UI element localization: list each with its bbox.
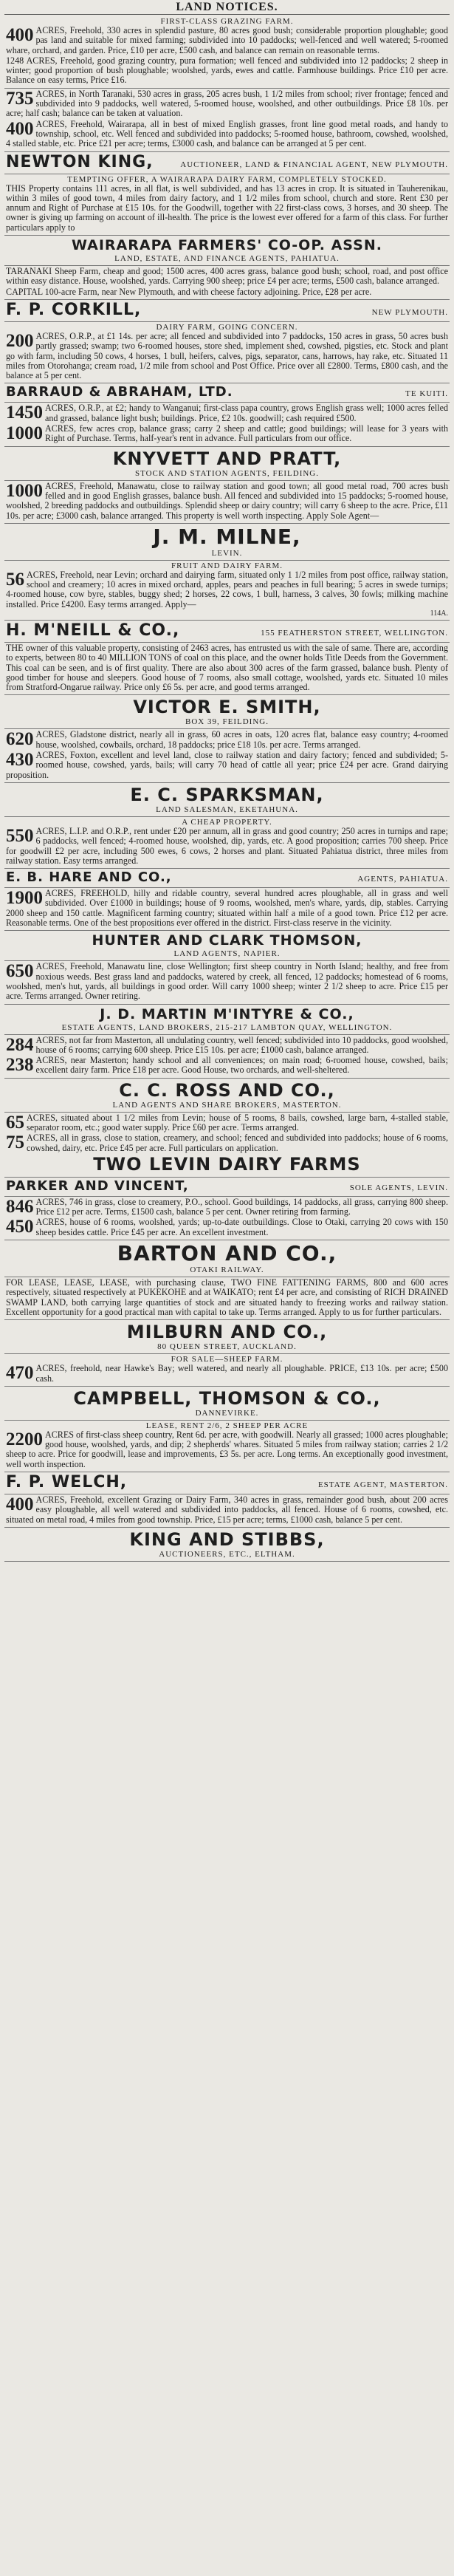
listing-block <box>4 561 450 621</box>
listing-body: ACRES of first-class sheep country, Rent 6d. per acre, with goodwill. Nearly all grassed; 1000 acres ploughable; good house, woolshed, yards, and dip; 2 shepherds' whares. Situated 5 miles from railway station; carries 2 1/2 sheep to acre. Price for goodwill, lease and improvements, £3 5s. per acre. Long terms. An exceptionally good investment, well worth inspection. <box>6 1429 448 1469</box>
acreage-figure: 735 <box>6 88 34 109</box>
listing-block <box>4 961 450 1004</box>
listing-block <box>4 1421 450 1472</box>
listing-body: ACRES, FREEHOLD, hilly and ridable country, several hundred acres ploughable, all in grass and well subdivided. Over £1000 in buildings; house of 9 rooms, woolshed, men's whare, yards, dip, stables. Carrying 2000 sheep and 150 cattle. Magnificent farming country; situated within half a mile of a good town. Price £12 per acre. Reasonable terms. One of the best propositions ever offered in the district. First-class reserve in the vicinity. <box>6 888 448 929</box>
listing-text <box>6 403 448 423</box>
listing-text <box>6 267 448 287</box>
listing-block <box>4 1079 450 1113</box>
listing-text <box>6 1430 448 1469</box>
acreage-figure: 200 <box>6 330 34 351</box>
agent-signature <box>6 153 448 171</box>
agent-location: TE KUITI. <box>405 389 448 399</box>
listing-body: ACRES, Freehold, 330 acres in splendid pasture, 80 acres good bush; considerable proportion ploughable; good pas land and suitable for mixed farming; subdivided into 10 paddocks; well-fenced and well watered; 5-roomed whare, orchard, and garden. Price, £10 per acre, £500 cash, and balance can remain on reasonable terms. <box>6 25 448 55</box>
acreage-figure: 400 <box>6 118 34 139</box>
listing-body: ACRES, few acres crop, balance grass; carry 2 sheep and cattle; good buildings; will lease for 3 years with Right of Purchase. Terms, half-year's rent in advance. Full particulars from our office. <box>45 423 448 444</box>
agent-address: LEVIN. <box>211 548 243 558</box>
listing-body: THIS Property contains 111 acres, in all flat, is well subdivided, and has 13 acres in crop. It is situated in Tauherenikau, within 3 miles of good town, 4 miles from dairy factory, and 1 1/2 miles from school, church and store. Rent £30 per annum and Right of Purchase at £15 10s. for the Goodwill, together with 22 first-class cows, 3 horses, and 30 sheep. The owner is giving up farming on account of ill-health. The price is the lowest ever offered for a farm of this class. For further particulars apply to <box>6 182 448 233</box>
listing-block <box>4 236 450 266</box>
listing-text <box>6 56 448 86</box>
listing-block <box>4 447 450 481</box>
page-masthead: LAND NOTICES. <box>4 1 450 15</box>
listing-body: 1248 ACRES, Freehold, good grazing country, pura formation; well fenced and subdivided into 12 paddocks; 2 sheep in winter; good proportion of bush ploughable; woolshed, yards, ewes and cattle. Farmhouse buildings. Price £10 per acre. Balance on easy terms, Price £16. <box>6 55 448 86</box>
agent-name: MILBURN AND CO., <box>126 1322 328 1343</box>
agent-address: AUCTIONEERS, ETC., ELTHAM. <box>159 1549 295 1559</box>
acreage-figure: 56 <box>6 569 24 590</box>
ad-column <box>4 16 450 1562</box>
listing-text <box>6 827 448 866</box>
listing-body: ACRES, L.I.P. and O.R.P., rent under £20 per annum, all in grass and good country; 250 acres in turnips and rape; 6 paddocks, well fenced; 4-roomed house, woolshed, dip, yards, etc. A good proposition; carries 700 sheep. Price for goodwill £2 per acre, including 500 ewes, 6 cows, 2 horses and plant. Situated Pahiatua district, three miles from railway station. Easy terms arranged. <box>6 825 448 866</box>
agent-location: AGENTS, PAHIATUA. <box>357 875 448 884</box>
listing-text <box>6 89 448 119</box>
listing-text <box>6 1278 448 1317</box>
listing-body: THE owner of this valuable property, consisting of 2463 acres, has entrusted us with the sale of same. There are, according to experts, between 80 to 40 MILLION TONS of coal on this place, and the owner holds Title Deeds from the Government. This coal can be seen, and is of first quality. There are also about 300 acres of the farm grassed, balance bush. Plenty of good timber for house and sleepers. Good house of 7 rooms, also small cottage, woolshed, yards etc. Situated 10 miles from Stratford-Ongarue railway. Price only £6 5s. per acre, and good terms arranged. <box>6 642 448 693</box>
listing-block <box>4 621 450 643</box>
acreage-figure: 550 <box>6 825 34 846</box>
agent-name: F. P. WELCH, <box>6 1473 128 1492</box>
agent-name: F. P. CORKILL, <box>6 300 142 319</box>
listing-text <box>6 889 448 928</box>
listing-block <box>4 1113 450 1178</box>
agent-name: BARRAUD & ABRAHAM, LTD. <box>6 384 233 400</box>
listing-block <box>4 1528 450 1562</box>
agent-name: PARKER AND VINCENT, <box>6 1178 189 1194</box>
listing-text <box>6 1364 448 1384</box>
listing-block <box>4 1178 450 1197</box>
acreage-figure: 470 <box>6 1363 34 1384</box>
listing-kicker: FOR SALE—SHEEP FARM. <box>171 1355 283 1364</box>
agent-name: HUNTER AND CLARK THOMSON, <box>92 932 362 949</box>
listing-block <box>4 1005 450 1035</box>
agent-signature <box>6 301 448 319</box>
listing-body: TARANAKI Sheep Farm, cheap and good; 1500 acres, 400 acres grass, balance good bush; school, road, and post office within easy distance. House, woolshed, yards. Carrying 900 sheep; price £4 per acre; terms, £500 cash, balance arranged. <box>6 266 448 287</box>
listing-text <box>6 1198 448 1217</box>
listing-body: ACRES, Freehold, excellent Grazing or Dairy Farm, 340 acres in grass, remainder good bush, about 200 acres easy ploughable, all well watered and subdivided into paddocks, all fenced. House of 6 rooms, cowshed, etc. situated on metal road, 4 miles from good township. Price, £15 per acre; terms, £1000 cash, balance 5 per cent. <box>6 1494 448 1525</box>
listing-text <box>6 570 448 609</box>
agent-name: WAIRARAPA FARMERS' CO-OP. ASSN. <box>72 237 382 254</box>
listing-body: ACRES, O.R.P., at £1 14s. per acre; all fenced and subdivided into 7 paddocks, 150 acres in grass, 50 acres bush partly grassed; swamp; two 6-roomed houses, store shed, implement shed, cowshed, pigsties, etc. Stock and plant go with farm, including 50 cows, 4 horses, 1 bull, heifers, calves, pigs, separator, cans, harrows, hay rake, etc. Situated 11 miles from Otorohanga; cream road, 1/2 mile from school and Post Office. Price over all £2800. Terms, £800 cash, and the balance at 5 per cent. <box>6 330 448 381</box>
agent-address: ESTATE AGENTS, LAND BROKERS, 215-217 LAMBTON QUAY, WELLINGTON. <box>61 1022 393 1032</box>
acreage-figure: 2200 <box>6 1429 43 1449</box>
listing-text <box>6 1133 448 1153</box>
agent-location: NEW PLYMOUTH. <box>371 307 448 317</box>
listing-block <box>4 300 450 322</box>
listing-kicker: LEASE, RENT 2/6, 2 SHEEP PER ACRE <box>145 1421 309 1430</box>
listing-block <box>4 1035 450 1079</box>
listing-body: ACRES, freehold, near Hawke's Bay; well watered, and nearly all ploughable. PRICE, £13 10s. per acre; £500 cash. <box>35 1363 448 1384</box>
agent-address: LAND SALESMAN, EKETAHUNA. <box>156 804 298 814</box>
agent-name: C. C. ROSS AND CO., <box>119 1079 335 1101</box>
listing-block <box>4 322 450 383</box>
listing-kicker: FRUIT AND DAIRY FARM. <box>171 561 283 570</box>
listing-block <box>4 888 450 931</box>
listing-block <box>4 643 450 695</box>
listing-block <box>4 89 450 152</box>
listing-block <box>4 524 450 561</box>
acreage-figure: 238 <box>6 1055 34 1076</box>
acreage-figure: 400 <box>6 1494 34 1515</box>
listing-block <box>4 481 450 524</box>
agent-location: SOLE AGENTS, LEVIN. <box>349 1183 448 1192</box>
listing-kicker: DAIRY FARM, GOING CONCERN. <box>156 322 298 332</box>
listing-text <box>6 1113 448 1133</box>
listing-block <box>4 152 450 174</box>
agent-name: BARTON AND CO., <box>117 1241 337 1266</box>
listing-body: ACRES, Freehold, near Levin; orchard and dairying farm, situated only 1 1/2 miles from post office, railway station, school and creamery; 10 acres in mixed orchard, apples, pears and peaches in full bearing; 5 acres in swede turnips; 4-roomed house, cow byre, stables, buggy shed; 2 horses, 22 cows, 1 bull, harness, 3 calves, 30 fowls; milking machine installed. Price £4200. Easy terms arranged. Apply— <box>6 569 448 609</box>
listing-body: ACRES, in North Taranaki, 530 acres in grass, 205 acres bush, 1 1/2 miles from school; river frontage; fenced and subdivided into 9 paddocks, well watered, 5-roomed house, woolshed, and other outbuildings. Price £8 10s. per acre; half cash; balance can be taken at valuation. <box>6 88 448 119</box>
listing-body: ACRES, Foxton, excellent and level land, close to railway station and dairy factory; fenced and subdivided; 5-roomed house, cowshed, yards, bails; will carry 70 head of cattle all year; price £24 per acre. Grand dairying proposition. <box>6 750 448 780</box>
listing-block <box>4 403 450 446</box>
listing-text <box>6 1495 448 1525</box>
listing-body: ACRES, Freehold, Wairarapa, all in best of mixed English grasses, front line good metal roads, and handy to township, school, etc. Well fenced and subdivided into paddocks; 5-roomed house, bathroom, cowshed, woolshed, 4 stalled stable, etc. Price £21 per acre; terms, £3000 cash, and balance can be arranged at 5 per cent. <box>6 118 448 149</box>
listing-block <box>4 1354 450 1387</box>
listing-body: CAPITAL 100-acre Farm, near New Plymouth, and with cheese factory adjoining. Price, £28 per acre. <box>6 286 372 297</box>
agent-signature <box>6 870 448 885</box>
agent-signature <box>6 384 448 400</box>
agent-signature <box>6 1473 448 1492</box>
listing-text <box>6 482 448 521</box>
listing-block <box>4 383 450 403</box>
listing-body: ACRES, Gladstone district, nearly all in grass, 60 acres in oats, 120 acres flat, balance easy country; 4-roomed house, woolshed, cowbails, orchard, 18 paddocks; price £18 10s. per acre. Terms arranged. <box>35 729 448 750</box>
listing-text <box>6 424 448 444</box>
agent-name: TWO LEVIN DAIRY FARMS <box>93 1153 361 1175</box>
agent-address: OTAKI RAILWAY. <box>190 1265 264 1275</box>
listing-text <box>6 120 448 149</box>
listing-text <box>6 730 448 750</box>
listing-text <box>6 751 448 780</box>
listing-block <box>4 1277 450 1320</box>
listing-text <box>6 1036 448 1056</box>
acreage-figure: 846 <box>6 1196 34 1217</box>
agent-location: 155 FEATHERSTON STREET, WELLINGTON. <box>261 628 448 638</box>
agent-name: KNYVETT AND PRATT, <box>112 448 342 469</box>
listing-body: FOR LEASE, LEASE, LEASE, with purchasing clause, TWO FINE FATTENING FARMS, 800 and 600 acres respectively, situated respectively at PUKEKOHE and at WAIKATO; rent £4 per acre, and consisting of RICH DRAINED SWAMP LAND, both carrying large quantities of stock and are situated handy to freezing works and railway station. Excellent opportunity for a good practical man with capital to take up. Terms arranged. Apply to us for further particulars. <box>6 1277 448 1317</box>
listing-block <box>4 266 450 300</box>
agent-name: J. D. MARTIN M'INTYRE & CO., <box>100 1005 354 1022</box>
agent-address: DANNEVIRKE. <box>195 1408 259 1418</box>
acreage-figure: 75 <box>6 1132 24 1153</box>
listing-text <box>6 1056 448 1076</box>
listing-block <box>4 1240 450 1277</box>
agent-name: J. M. MILNE, <box>153 524 301 549</box>
agent-name: VICTOR E. SMITH, <box>133 697 321 718</box>
acreage-figure: 284 <box>6 1034 34 1055</box>
acreage-figure: 430 <box>6 750 34 771</box>
agent-name: CAMPBELL, THOMSON & CO., <box>73 1387 381 1409</box>
listing-body: ACRES, house of 6 rooms, woolshed, yards; up-to-date outbuildings. Close to Otaki, carrying 20 cows with 150 sheep besides cattle. Price £45 per acre. An excellent investment. <box>35 1217 448 1237</box>
agent-name: E. C. SPARKSMAN, <box>130 784 324 805</box>
agent-name: H. M'NEILL & CO., <box>6 621 180 640</box>
listing-kicker: TEMPTING OFFER, A WAIRARAPA DAIRY FARM, COMPLETELY STOCKED. <box>67 174 387 184</box>
listing-block <box>4 695 450 729</box>
listing-block <box>4 729 450 782</box>
acreage-figure: 1000 <box>6 423 43 444</box>
listing-block <box>4 869 450 888</box>
listing-body: ACRES, Freehold, Manawatu line, close Wellington; first sheep country in North Island; healthy, and free from noxious weeds. Best grass land and paddocks, watered by creek, all fenced, 12 paddocks; homestead of 6 rooms, woolshed, men's hut, yards, all buildings in good order. Will carry 1000 sheep; winter 2 1/2 sheep to acre. Price £15 per acre. Terms arranged. Owner retiring. <box>6 961 448 1002</box>
listing-body: ACRES, all in grass, close to station, creamery, and school; fenced and subdivided into paddocks; house of 6 rooms, cowshed, dairy, etc. Price £45 per acre. Full particulars on application. <box>27 1132 448 1153</box>
agent-signature <box>6 1178 448 1194</box>
listing-text <box>6 332 448 380</box>
listing-block <box>4 16 450 89</box>
listing-block <box>4 1320 450 1354</box>
listing-ref: 114A. <box>430 609 448 618</box>
listing-kicker: FIRST-CLASS GRAZING FARM. <box>160 17 294 26</box>
acreage-figure: 450 <box>6 1217 34 1237</box>
listing-block <box>4 1472 450 1494</box>
agent-address: LAND, ESTATE, AND FINANCE AGENTS, PAHIATUA. <box>114 254 340 264</box>
listing-text <box>6 962 448 1001</box>
listing-block <box>4 783 450 817</box>
acreage-figure: 400 <box>6 25 34 45</box>
listing-block <box>4 931 450 961</box>
acreage-figure: 65 <box>6 1112 24 1132</box>
listing-text <box>6 643 448 692</box>
agent-address: 80 QUEEN STREET, AUCKLAND. <box>157 1342 297 1352</box>
agent-location: ESTATE AGENT, MASTERTON. <box>317 1480 448 1490</box>
listing-body: ACRES, O.R.P., at £2; handy to Wanganui; first-class papa country, grows English grass well; 1000 acres felled and grassed, balance light bush; buildings. Price, £2 10s. goodwill; cash required £500. <box>45 403 448 423</box>
agent-address: STOCK AND STATION AGENTS, FEILDING. <box>134 468 320 478</box>
acreage-figure: 620 <box>6 729 34 750</box>
agent-address: BOX 39, FEILDING. <box>185 717 269 727</box>
agent-name: E. B. HARE AND CO., <box>6 870 172 886</box>
listing-text <box>6 287 448 297</box>
listing-text <box>6 26 448 55</box>
agent-address: LAND AGENTS AND SHARE BROKERS, MASTERTON. <box>112 1100 342 1110</box>
acreage-figure: 1000 <box>6 480 43 501</box>
agent-signature <box>6 621 448 640</box>
listing-body: ACRES, not far from Masterton, all undulating country, well fenced; subdivided into 10 paddocks, good woolshed, house of 6 rooms; carrying 600 sheep. Price £15 10s. per acre; £1000 cash, balance arranged. <box>35 1034 448 1055</box>
listing-kicker: A CHEAP PROPERTY. <box>182 817 272 827</box>
agent-address: LAND AGENTS, NAPIER. <box>173 949 281 959</box>
agent-name: KING AND STIBBS, <box>129 1528 325 1550</box>
listing-block <box>4 817 450 869</box>
listing-body: ACRES, Freehold, Manawatu, close to railway station and good town; all good metal road, 700 acres bush felled and in good English grasses, balance bush. All fenced and subdivided into 15 paddocks; 5-roomed house, woolshed, 2 breeding paddocks and outbuildings. Splendid sheep or dairy country; will carry 6 sheep to the acre. Price, £11 10s. per acre; £3000 cash, balance arranged. This property is well worth inspecting. Apply Sole Agent— <box>6 480 448 521</box>
listing-text <box>6 1217 448 1237</box>
agent-name: NEWTON KING, <box>6 152 154 171</box>
acreage-figure: 1900 <box>6 888 43 909</box>
acreage-figure: 1450 <box>6 403 43 423</box>
listing-block <box>4 1387 450 1421</box>
listing-body: ACRES, 746 in grass, close to creamery, P.O., school. Good buildings, 14 paddocks, all grass, carrying 800 sheep. Price £12 per acre. Terms, £1500 cash, balance 5 per cent. Owner retiring from farming. <box>35 1196 448 1217</box>
listing-block <box>4 1494 450 1528</box>
listing-text <box>6 184 448 233</box>
listing-block <box>4 1197 450 1240</box>
listing-body: ACRES, situated about 1 1/2 miles from Levin; house of 5 rooms, 8 bails, cowshed, large barn, 4-stalled stable, separator room, etc.; good water supply. Price £60 per acre. Terms arranged. <box>27 1112 448 1132</box>
listing-body: ACRES, near Masterton; handy school and all conveniences; on main road; 6-roomed house, cowshed, bails; excellent dairy farm. Price £18 per acre. Good House, two orchards, and well-sheltered. <box>35 1055 448 1076</box>
acreage-figure: 650 <box>6 961 34 982</box>
listing-block <box>4 174 450 236</box>
agent-location: AUCTIONEER, LAND & FINANCIAL AGENT, NEW PLYMOUTH. <box>180 160 448 169</box>
